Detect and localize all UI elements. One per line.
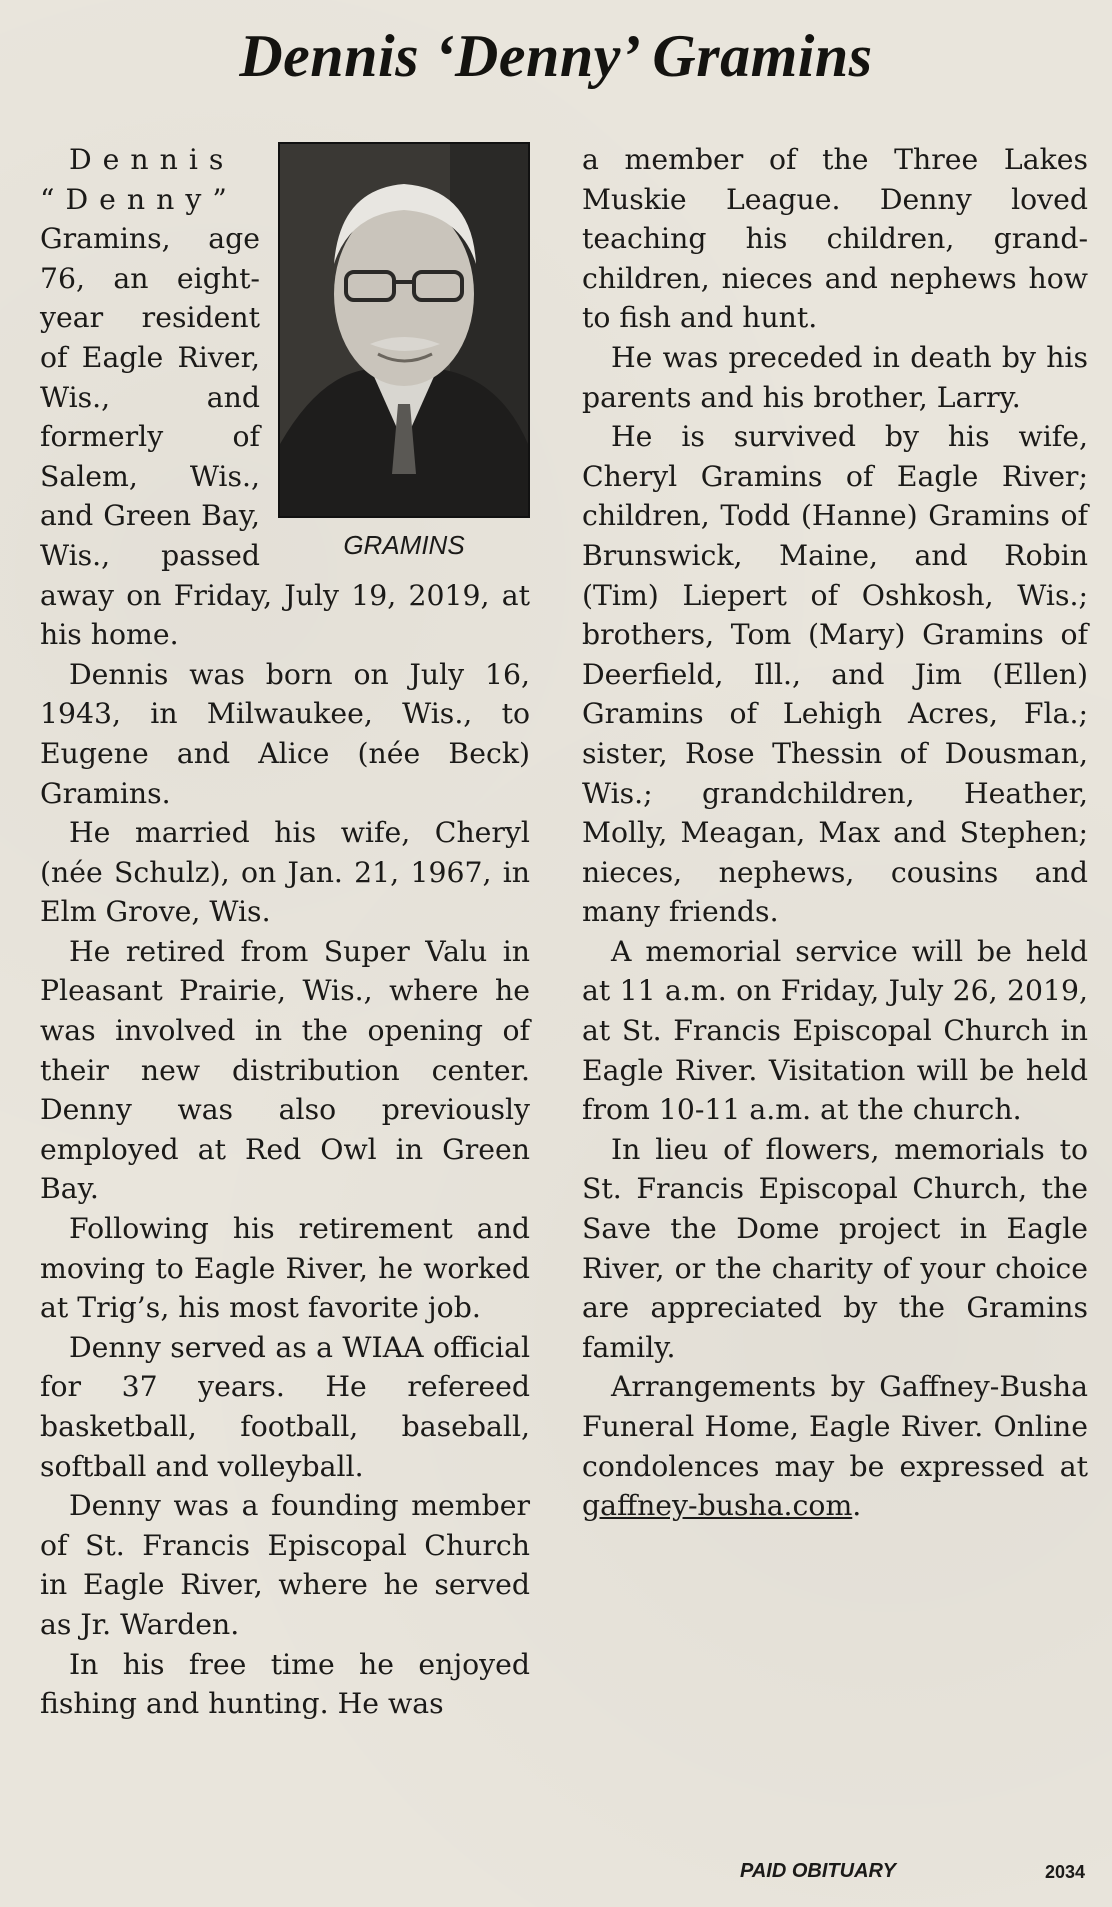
paragraph-memorials: In lieu of flowers, memorials to St. Francis Episcopal Church, the Save the Dome project in Eagle River, or the charity of your choice are appreciated by the Gramins family.: [582, 1132, 1088, 1364]
paragraph-hobbies: In his free time he enjoyed fishing and hunting. He was: [40, 1647, 530, 1721]
headline: Dennis ‘Denny’ Gramins: [239, 23, 873, 89]
paragraph-preceded: He was preceded in death by his parents and his brother, Larry.: [582, 340, 1088, 414]
paragraph-marriage: He married his wife, Cheryl (née Schulz), on Jan. 21, 1967, in Elm Grove, Wis.: [40, 816, 530, 929]
intro-name: Dennis: [69, 143, 235, 176]
paragraph-church: Denny was a founding member of St. Francis Episcopal Church in Eagle River, where he served as Jr. Warden.: [40, 1489, 530, 1641]
intro-text: Gramins, age 76, an eight-year resident of Eagle River, Wis., and formerly of Salem, Wis., and Green Bay, Wis., passed away on Friday, July 19, 2019, at his home.: [40, 222, 530, 652]
paragraph-official: Denny served as a WIAA official for 37 years. He refereed basketball, football, baseball, softball and volleyball.: [40, 1330, 530, 1483]
paragraph-hobbies-cont: a member of the Three Lakes Muskie League. Denny loved teaching his children, grandchildren, nieces and nephews how to fish and hunt.: [582, 143, 1088, 335]
ad-code: 2034: [1045, 1862, 1086, 1882]
photo-block: [278, 142, 530, 566]
paragraph-retirement: Following his retirement and moving to Eagle River, he worked at Trig’s, his most favorite job.: [40, 1212, 530, 1325]
paragraph-birth: Dennis was born on July 16, 1943, in Milwaukee, Wis., to Eugene and Alice (née Beck) Gramins.: [40, 657, 530, 810]
arrangements-end: .: [852, 1489, 862, 1523]
paragraph-career: He retired from Super Valu in Pleasant Prairie, Wis., where he was involved in the opening of their new distribution center. Denny was also previously employed at Red Owl in Green Bay.: [40, 934, 530, 1206]
photo-caption: GRAMINS: [343, 530, 465, 560]
paid-obituary-label: PAID OBITUARY: [740, 1860, 896, 1882]
right-column: [582, 140, 1088, 1526]
arrangements-text: Arrangements by Gaffney-Busha Funeral Home, Eagle River. Online condolences may be expressed at: [582, 1370, 1088, 1483]
portrait-photo: [278, 142, 530, 518]
condolences-link[interactable]: gaffney-busha.com: [582, 1489, 853, 1523]
paragraph-survivors: He is survived by his wife, Cheryl Gramins of Eagle River; children, Todd (Hanne) Gramins of Brunswick, Maine, and Robin (Tim) Liepert of Oshkosh, Wis.; brothers, Tom (Mary) Gramins of Deerfield, Ill., and Jim (Ellen) Gramins of Lehigh Acres, Fla.; sister, Rose Thessin of Dousman, Wis.; grandchildren, Heather, Molly, Meagan, Max and Stephen; nieces, nephews, cousins and many friends.: [582, 420, 1088, 929]
intro-nickname: “Denny”: [40, 182, 238, 216]
left-column: [40, 140, 530, 1724]
paragraph-service: A memorial service will be held at 11 a.m. on Friday, July 26, 2019, at St. Francis Episcopal Church in Eagle River. Visitation will be held from 10-11 a.m. at the church.: [582, 934, 1088, 1127]
paragraph-arrangements: [582, 1367, 1088, 1525]
